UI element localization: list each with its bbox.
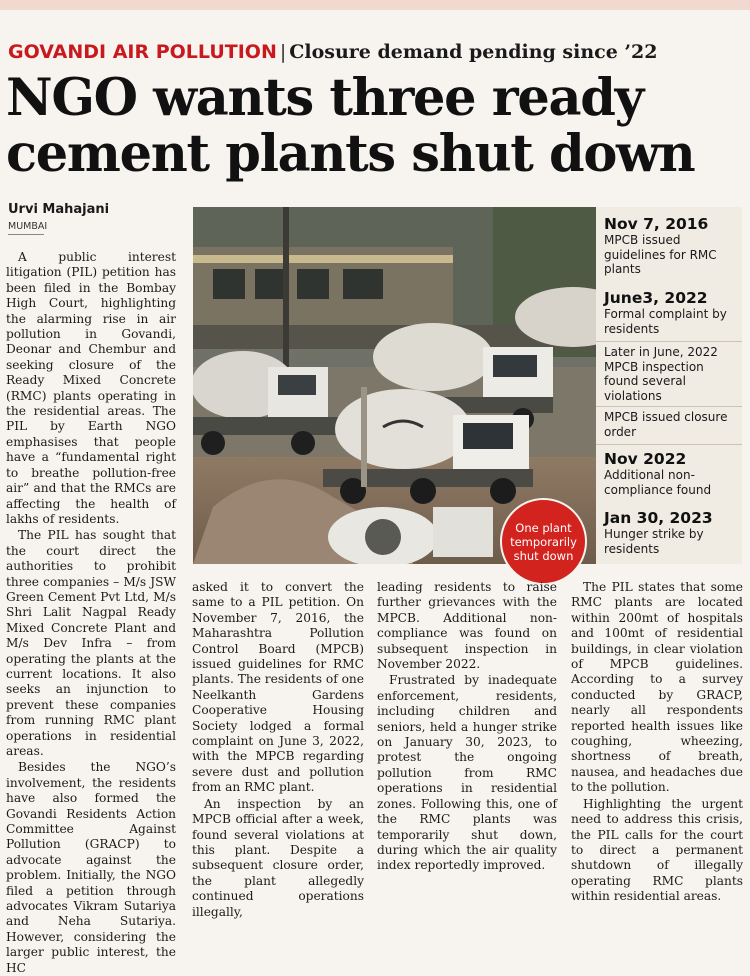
timeline-divider xyxy=(596,341,742,342)
timeline-text: Additional non-compliance found xyxy=(604,468,712,497)
timeline-item xyxy=(596,215,742,277)
paragraph: The PIL states that some RMC plants are located within 200mt of hospitals and 100mt of residential buildings, in clear violation of MPCB guidelines. According to a survey conducted by GRACP, nearly all respondents reported health issues like coughing, wheezing, shortness of breath, nausea, and headaches due to the pollution. xyxy=(571,580,743,795)
body-column-2 xyxy=(192,580,364,920)
timeline-divider xyxy=(596,406,742,407)
timeline-date: June3, 2022 xyxy=(604,289,708,307)
timeline-item xyxy=(596,289,742,336)
timeline-date: Jan 30, 2023 xyxy=(604,509,713,527)
badge-line: temporarily xyxy=(510,534,577,549)
kicker-deck: Closure demand pending since ’22 xyxy=(289,41,658,63)
body-column-1 xyxy=(6,250,176,976)
timeline-divider xyxy=(596,444,742,445)
kicker xyxy=(8,40,657,64)
paragraph: Highlighting the urgent need to address this crisis, the PIL calls for the court to direct a permanent shutdown of illegally operating RMC plants within residential areas. xyxy=(571,796,743,904)
body-column-3 xyxy=(377,580,557,874)
body-column-4 xyxy=(571,580,743,905)
paragraph: Frustrated by inadequate enforcement, residents, including children and seniors, held a hunger strike on January 30, 2023, to protest the ongoing pollution from RMC operations in residential zones. Following this, one of the RMC plants was temporarily shut down, during which the air quality index reportedly improved. xyxy=(377,673,557,873)
top-color-band xyxy=(0,0,750,10)
kicker-topic: GOVANDI AIR POLLUTION xyxy=(8,41,277,63)
paragraph: Besides the NGO’s involvement, the residents have also formed the Govandi Residents Action Committee Against Pollution (GRACP) to advocate against the problem. Initially, the NGO filed a petition through advocates Vikram Sutariya and Neha Sutariya. However, considering the larger public interest, the HC xyxy=(6,760,176,975)
photo-badge xyxy=(500,498,587,585)
timeline-item xyxy=(596,509,742,556)
timeline-item xyxy=(596,410,742,439)
timeline-item xyxy=(596,450,742,497)
timeline-text: Formal complaint by residents xyxy=(604,307,727,336)
timeline-date: Nov 7, 2016 xyxy=(604,215,709,233)
paragraph: An inspection by an MPCB official after a week, found several violations at this plant. Despite a subsequent closure order, the plant allegedly continued operations illegally, xyxy=(192,796,364,919)
badge-line: shut down xyxy=(513,548,574,563)
dateline: MUMBAI xyxy=(8,221,48,232)
kicker-separator: | xyxy=(279,41,287,63)
timeline-text: MPCB issued guidelines for RMC plants xyxy=(604,233,717,276)
paragraph: The PIL has sought that the court direct the authorities to prohibit three companies – M/s JSW Green Cement Pvt Ltd, M/s Shri Lalit Nagpal Ready Mixed Concrete Plant and M/s Dev Infra – from operating the plants at the current locations. It also seeks an injunction to prevent these companies from running RMC plant operations in residential areas. xyxy=(6,528,176,758)
timeline-text: Hunger strike by residents xyxy=(604,527,704,556)
headline: NGO wants three ready cement plants shut down xyxy=(6,68,695,184)
paragraph: A public interest litigation (PIL) petition has been filed in the Bombay High Court, highlighting the alarming rise in air pollution in Govandi, Deonar and Chembur and seeking closure of the Ready Mixed Concrete (RMC) plants operating in the residential areas. The PIL by Earth NGO emphasises that people have a “fundamental right to breathe pollution-free air” and that the RMCs are affecting the health of lakhs of residents. xyxy=(6,250,176,526)
timeline-sidebar xyxy=(596,207,742,564)
timeline-text: Later in June, 2022 MPCB inspection found several violations xyxy=(604,345,718,403)
timeline-item xyxy=(596,345,742,403)
byline: Urvi Mahajani xyxy=(8,202,110,217)
timeline-text: MPCB issued closure order xyxy=(604,410,728,439)
badge-line: One plant xyxy=(515,520,572,535)
dateline-rule xyxy=(8,234,44,235)
timeline-date: Nov 2022 xyxy=(604,450,687,468)
paragraph: leading residents to raise further grievances with the MPCB. Additional non-compliance was found on subsequent inspection in November 2022. xyxy=(377,580,557,672)
paragraph: asked it to convert the same to a PIL petition. On November 7, 2016, the Maharashtra Pollution Control Board (MPCB) issued guidelines for RMC plants. The residents of one Neelkanth Gardens Cooperative Housing Society lodged a formal complaint on June 3, 2022, with the MPCB regarding severe dust and pollution from an RMC plant. xyxy=(192,580,364,795)
